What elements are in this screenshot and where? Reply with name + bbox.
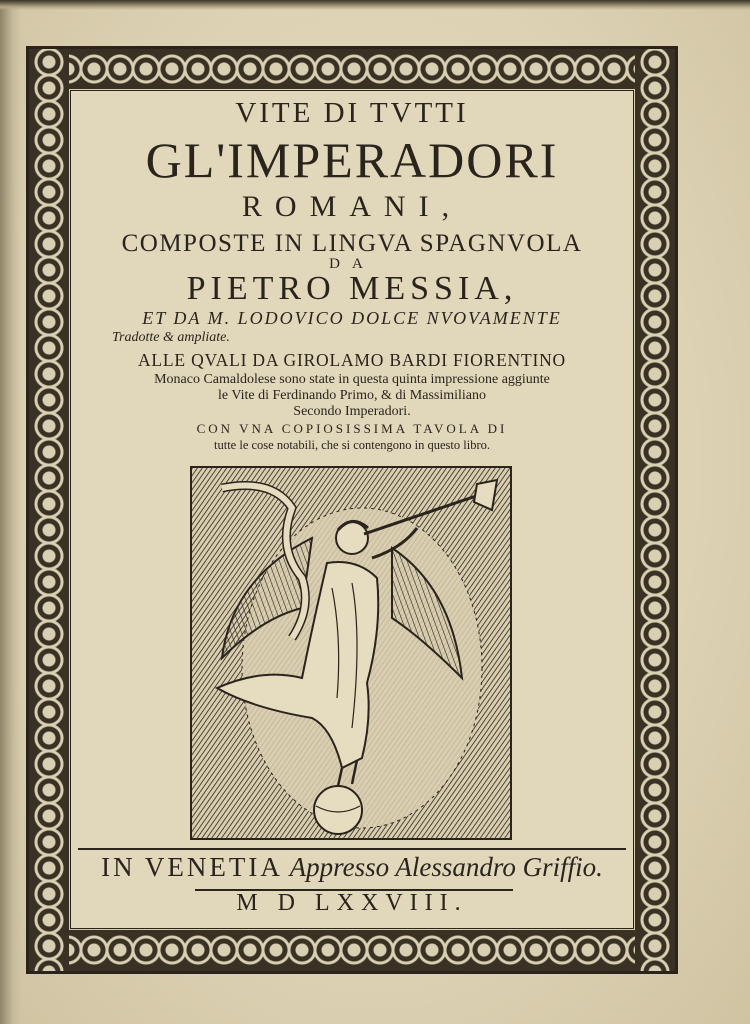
subtitle-da: DA <box>329 256 375 272</box>
angel-with-trumpet-icon <box>190 466 512 840</box>
publication-year: M D LXXVIII. <box>236 890 468 916</box>
translated-line: Tradotte & ampliate. <box>112 330 230 345</box>
additions-heading: ALLE QVALI DA GIROLAMO BARDI FIORENTINO <box>137 350 566 370</box>
imprint-place: IN VENETIA <box>101 852 283 882</box>
index-heading: CON VNA COPIOSISSIMA TAVOLA DI <box>196 421 508 436</box>
subtitle-composed: COMPOSTE IN LINGVA SPAGNVOLA <box>121 230 583 257</box>
title-main: GL'IMPERADORI <box>145 132 559 188</box>
index-line: tutte le cose notabili, che si contengono in questo libro. <box>214 438 490 452</box>
page-edge-shadow <box>0 0 22 1024</box>
additions-line-1: Monaco Camaldolese sono state in questa quinta impressione aggiunte <box>154 372 550 387</box>
imprint-rule-top <box>78 848 626 850</box>
title-line-3: ROMANI, <box>241 190 463 223</box>
imprint <box>70 852 634 883</box>
title-line-1: VITE DI TVTTI <box>235 97 469 129</box>
page-top-edge <box>0 0 750 10</box>
additions-line-3: Secondo Imperadori. <box>293 404 411 419</box>
author-name: PIETRO MESSIA, <box>186 270 518 307</box>
imprint-printer: Appresso Alessandro Griffio. <box>289 852 603 882</box>
additions-line-2: le Vite di Ferdinando Primo, & di Massimiliano <box>218 388 486 403</box>
translator-line: ET DA M. LODOVICO DOLCE NVOVAMENTE <box>142 308 562 328</box>
